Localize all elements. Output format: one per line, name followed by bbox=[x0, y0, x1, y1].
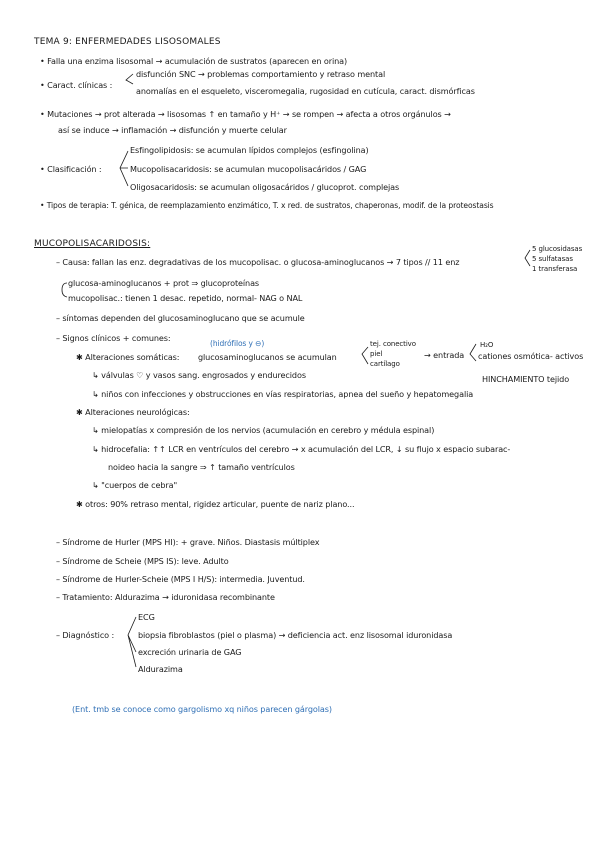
glucosa-note: glucosa-aminoglucanos + prot ⇒ glucoproteínas bbox=[68, 278, 260, 288]
mps-causa: – Causa: fallan las enz. degradativas de los mucopolisac. o glucosa-aminoglucanos → 7 tipos // 11 enz bbox=[56, 257, 460, 267]
tej-piel: piel bbox=[370, 350, 383, 358]
caract-snc: disfunción SNC → problemas comportamiento y retraso mental bbox=[136, 69, 386, 79]
clasif-bracket bbox=[120, 151, 128, 186]
clasif-esfingolipidosis: Esfingolipidosis: se acumulan lípidos complejos (esfingolina) bbox=[130, 145, 369, 155]
mutaciones-line2: así se induce → inflamación → disfunción y muerte celular bbox=[58, 125, 287, 135]
mutaciones-line1: • Mutaciones → prot alterada → lisosomas ↑ en tamaño y H⁺ → se rompen → afecta a otros orgánulos → bbox=[40, 109, 451, 119]
mps-title: MUCOPOLISACARIDOSIS: bbox=[34, 239, 151, 249]
hidrocefalia-line1: ↳ hidrocefalia: ↑↑ LCR en ventrículos del cerebro → x acumulación del LCR, ↓ su flujo x espacio subarac- bbox=[92, 444, 511, 454]
clasif-label: • Clasificación : bbox=[40, 164, 102, 174]
somaticas-text: glucosaminoglucanos se acumulan bbox=[198, 352, 337, 362]
sindrome-hurler-scheie: – Síndrome de Hurler-Scheie (MPS I H/S): intermedia. Juventud. bbox=[56, 574, 305, 584]
clasif-mucopolisacaridosis: Mucopolisacaridosis: se acumulan mucopolisacáridos / GAG bbox=[130, 164, 367, 174]
clasif-oligosacaridosis: Oligosacaridosis: se acumulan oligosacáridos / glucoprot. complejas bbox=[130, 182, 400, 192]
page-title: TEMA 9: ENFERMEDADES LISOSOMALES bbox=[34, 37, 221, 47]
tejido-bracket bbox=[362, 347, 368, 364]
enz-bracket bbox=[525, 250, 530, 266]
enz-glucosidasas: 5 glucosidasas bbox=[532, 245, 583, 253]
diag-excrecion: excreción urinaria de GAG bbox=[138, 647, 242, 657]
diag-biopsia: biopsia fibroblastos (piel o plasma) → deficiencia act. enz lisosomal iduronidasa bbox=[138, 630, 453, 640]
sindrome-hurler: – Síndrome de Hurler (MPS HI): + grave. Niños. Diastasis múltiplex bbox=[56, 537, 320, 547]
cationes-text: cationes osmótica- activos bbox=[478, 351, 584, 361]
diag-aldurazima: Aldurazima bbox=[138, 664, 183, 674]
cationes-bracket bbox=[470, 344, 476, 361]
enz-sulfatasas: 5 sulfatasas bbox=[532, 255, 573, 263]
hidrocefalia-line2: noideo hacia la sangre ⇒ ↑ tamaño ventrículos bbox=[108, 462, 295, 472]
diagnostico-label: – Diagnóstico : bbox=[56, 630, 115, 640]
gargolismo-note: (Ent. tmb se conoce como gargolismo xq niños parecen gárgolas) bbox=[72, 704, 332, 714]
otros-note: ✱ otros: 90% retraso mental, rigidez articular, puente de nariz plano... bbox=[76, 499, 355, 509]
valvulas-note: ↳ válvulas ♡ y vasos sang. engrosados y endurecidos bbox=[92, 370, 306, 380]
mielopatias-note: ↳ mielopatías x compresión de los nervios (acumulación en cerebro y médula espinal) bbox=[92, 425, 435, 435]
cuerpos-cebra-note: ↳ "cuerpos de cebra" bbox=[92, 480, 178, 490]
caract-bracket bbox=[126, 74, 133, 84]
diag-bracket bbox=[128, 617, 136, 667]
tej-conectivo: tej. conectivo bbox=[370, 340, 416, 348]
sindrome-scheie: – Síndrome de Scheie (MPS IS): leve. Adulto bbox=[56, 556, 229, 566]
signos-heading: – Signos clínicos + comunes: bbox=[56, 333, 171, 343]
caract-label: • Caract. clínicas : bbox=[40, 80, 113, 90]
sintomas-note: – síntomas dependen del glucosaminoglucano que se acumule bbox=[56, 313, 305, 323]
somaticas-label: ✱ Alteraciones somáticas: bbox=[76, 352, 180, 362]
enz-transferasa: 1 transferasa bbox=[532, 265, 578, 273]
tipos-terapia: • Tipos de terapia: T. génica, de reemplazamiento enzimático, T. x red. de sustratos, chaperonas, modif. de la proteostasis bbox=[40, 201, 494, 210]
mucopol-note: mucopolisac.: tienen 1 desac. repetido, normal- NAG o NAL bbox=[68, 293, 303, 303]
hinchamiento-text: HINCHAMIENTO tejido bbox=[482, 374, 570, 384]
neurologicas-label: ✱ Alteraciones neurológicas: bbox=[76, 407, 190, 417]
ninos-note: ↳ niños con infecciones y obstrucciones en vías respiratorias, apnea del sueño y hepatomegalia bbox=[92, 389, 474, 399]
entrada-text: → entrada bbox=[424, 350, 465, 360]
h2o-text: H₂O bbox=[480, 341, 494, 349]
glucosa-brace bbox=[62, 283, 67, 297]
diag-ecg: ECG bbox=[138, 612, 155, 622]
tratamiento-note: – Tratamiento: Aldurazima → iduronidasa recombinante bbox=[56, 592, 275, 602]
tej-cartilago: cartílago bbox=[370, 360, 400, 368]
hidrofilos-note: (hidrófilos y ⊖) bbox=[210, 339, 265, 348]
caract-esqueleto: anomalías en el esqueleto, visceromegalia, rugosidad en cutícula, caract. dismórficas bbox=[136, 86, 475, 96]
note-enzima: • Falla una enzima lisosomal → acumulación de sustratos (aparecen en orina) bbox=[40, 56, 348, 66]
